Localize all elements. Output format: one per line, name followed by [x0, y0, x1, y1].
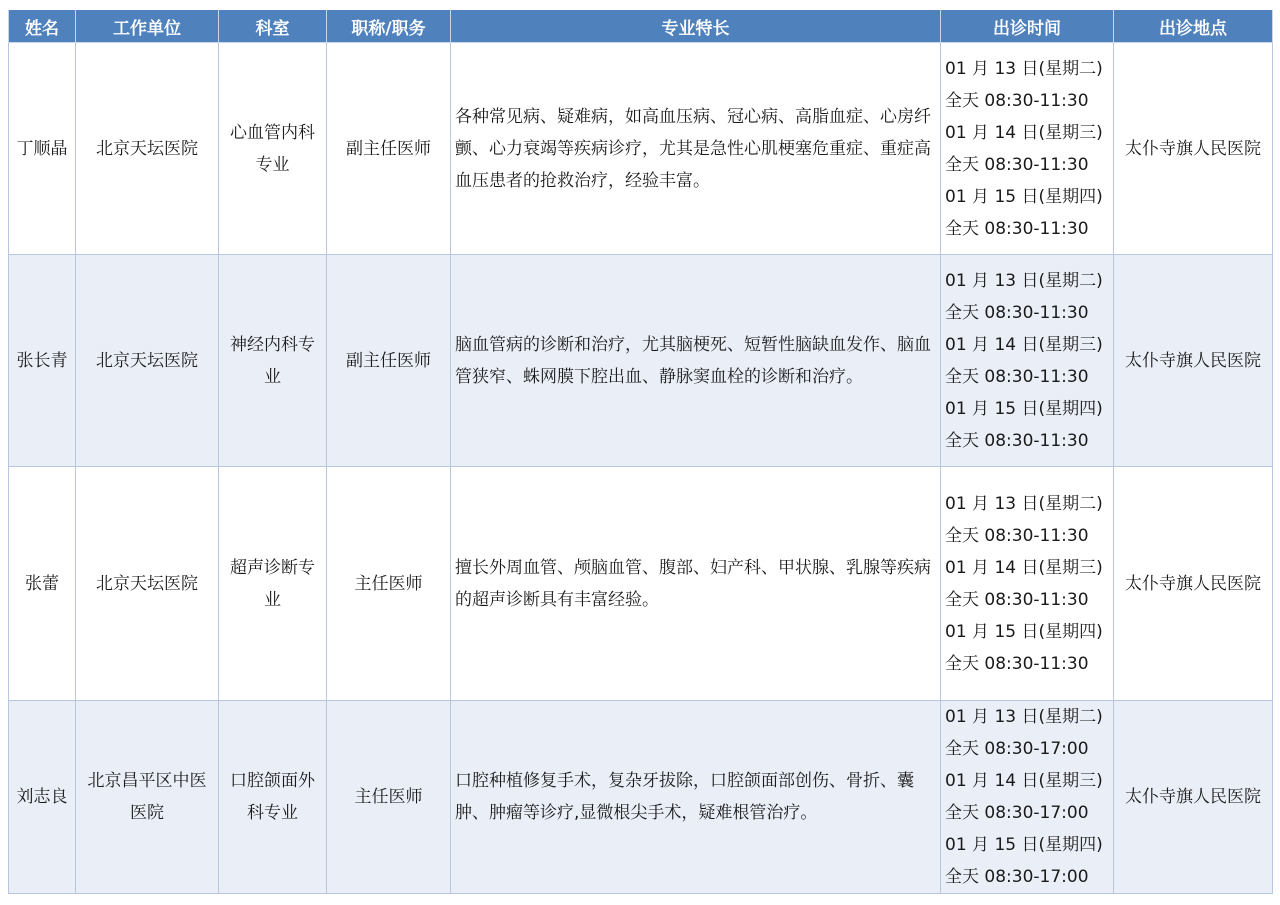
specialty: 口腔种植修复手术，复杂牙拔除，口腔颌面部创伤、骨折、囊肿、肿瘤等诊疗,显微根尖手术，疑难根管治疗。 [451, 701, 941, 894]
department: 心血管内科专业 [219, 43, 327, 255]
specialty: 擅长外周血管、颅脑血管、腹部、妇产科、甲状腺、乳腺等疾病的超声诊断具有丰富经验。 [451, 467, 941, 701]
clinic-date: 01 月 13 日(星期二) [945, 493, 1103, 514]
job-title: 主任医师 [327, 701, 451, 894]
specialty: 各种常见病、疑难病，如高血压病、冠心病、高脂血症、心房纤颤、心力衰竭等疾病诊疗，尤其是急性心肌梗塞危重症、重症高血压患者的抢救治疗，经验丰富。 [451, 43, 941, 255]
clinic-hours: 全天 08:30-11:30 [945, 430, 1089, 451]
clinic-times [941, 255, 1114, 467]
doctor-name: 刘志良 [9, 701, 76, 894]
clinic-times [941, 467, 1114, 701]
department: 口腔颌面外科专业 [219, 701, 327, 894]
clinic-date: 01 月 15 日(星期四) [945, 186, 1103, 207]
clinic-location: 太仆寺旗人民医院 [1114, 701, 1273, 894]
header-name: 姓名 [9, 10, 76, 43]
department: 神经内科专业 [219, 255, 327, 467]
work-unit: 北京天坛医院 [76, 467, 219, 701]
job-title: 副主任医师 [327, 43, 451, 255]
clinic-date: 01 月 14 日(星期三) [945, 771, 1103, 791]
doctor-schedule-table [8, 10, 1273, 894]
clinic-hours: 全天 08:30-17:00 [945, 867, 1089, 887]
table-row [9, 43, 1273, 255]
header-specialty: 专业特长 [451, 10, 941, 43]
header-row [9, 10, 1273, 43]
work-unit: 北京天坛医院 [76, 43, 219, 255]
clinic-hours: 全天 08:30-11:30 [945, 653, 1089, 674]
clinic-location: 太仆寺旗人民医院 [1114, 43, 1273, 255]
clinic-hours: 全天 08:30-17:00 [945, 803, 1089, 823]
work-unit: 北京天坛医院 [76, 255, 219, 467]
clinic-location: 太仆寺旗人民医院 [1114, 467, 1273, 701]
department: 超声诊断专业 [219, 467, 327, 701]
clinic-hours: 全天 08:30-11:30 [945, 90, 1089, 111]
clinic-date: 01 月 15 日(星期四) [945, 398, 1103, 419]
table-row [9, 467, 1273, 701]
table-header [9, 10, 1273, 43]
clinic-location: 太仆寺旗人民医院 [1114, 255, 1273, 467]
table-row [9, 255, 1273, 467]
clinic-hours: 全天 08:30-11:30 [945, 366, 1089, 387]
clinic-date: 01 月 14 日(星期三) [945, 557, 1103, 578]
clinic-date: 01 月 14 日(星期三) [945, 334, 1103, 355]
clinic-hours: 全天 08:30-11:30 [945, 302, 1089, 323]
doctor-name: 丁顺晶 [9, 43, 76, 255]
clinic-hours: 全天 08:30-17:00 [945, 739, 1089, 759]
header-dept: 科室 [219, 10, 327, 43]
clinic-date: 01 月 15 日(星期四) [945, 835, 1103, 855]
table-body [9, 43, 1273, 894]
schedule-table-container [8, 10, 1272, 894]
work-unit: 北京昌平区中医医院 [76, 701, 219, 894]
clinic-hours: 全天 08:30-11:30 [945, 154, 1089, 175]
clinic-times [941, 701, 1114, 894]
header-unit: 工作单位 [76, 10, 219, 43]
job-title: 副主任医师 [327, 255, 451, 467]
clinic-date: 01 月 15 日(星期四) [945, 621, 1103, 642]
doctor-name: 张蕾 [9, 467, 76, 701]
job-title: 主任医师 [327, 467, 451, 701]
table-row [9, 701, 1273, 894]
clinic-date: 01 月 13 日(星期二) [945, 707, 1103, 727]
clinic-hours: 全天 08:30-11:30 [945, 589, 1089, 610]
clinic-hours: 全天 08:30-11:30 [945, 218, 1089, 239]
clinic-date: 01 月 13 日(星期二) [945, 270, 1103, 291]
clinic-date: 01 月 13 日(星期二) [945, 58, 1103, 79]
header-time: 出诊时间 [941, 10, 1114, 43]
doctor-name: 张长青 [9, 255, 76, 467]
specialty: 脑血管病的诊断和治疗，尤其脑梗死、短暂性脑缺血发作、脑血管狭窄、蛛网膜下腔出血、静脉窦血栓的诊断和治疗。 [451, 255, 941, 467]
header-location: 出诊地点 [1114, 10, 1273, 43]
clinic-times [941, 43, 1114, 255]
clinic-date: 01 月 14 日(星期三) [945, 122, 1103, 143]
clinic-hours: 全天 08:30-11:30 [945, 525, 1089, 546]
header-title: 职称/职务 [327, 10, 451, 43]
